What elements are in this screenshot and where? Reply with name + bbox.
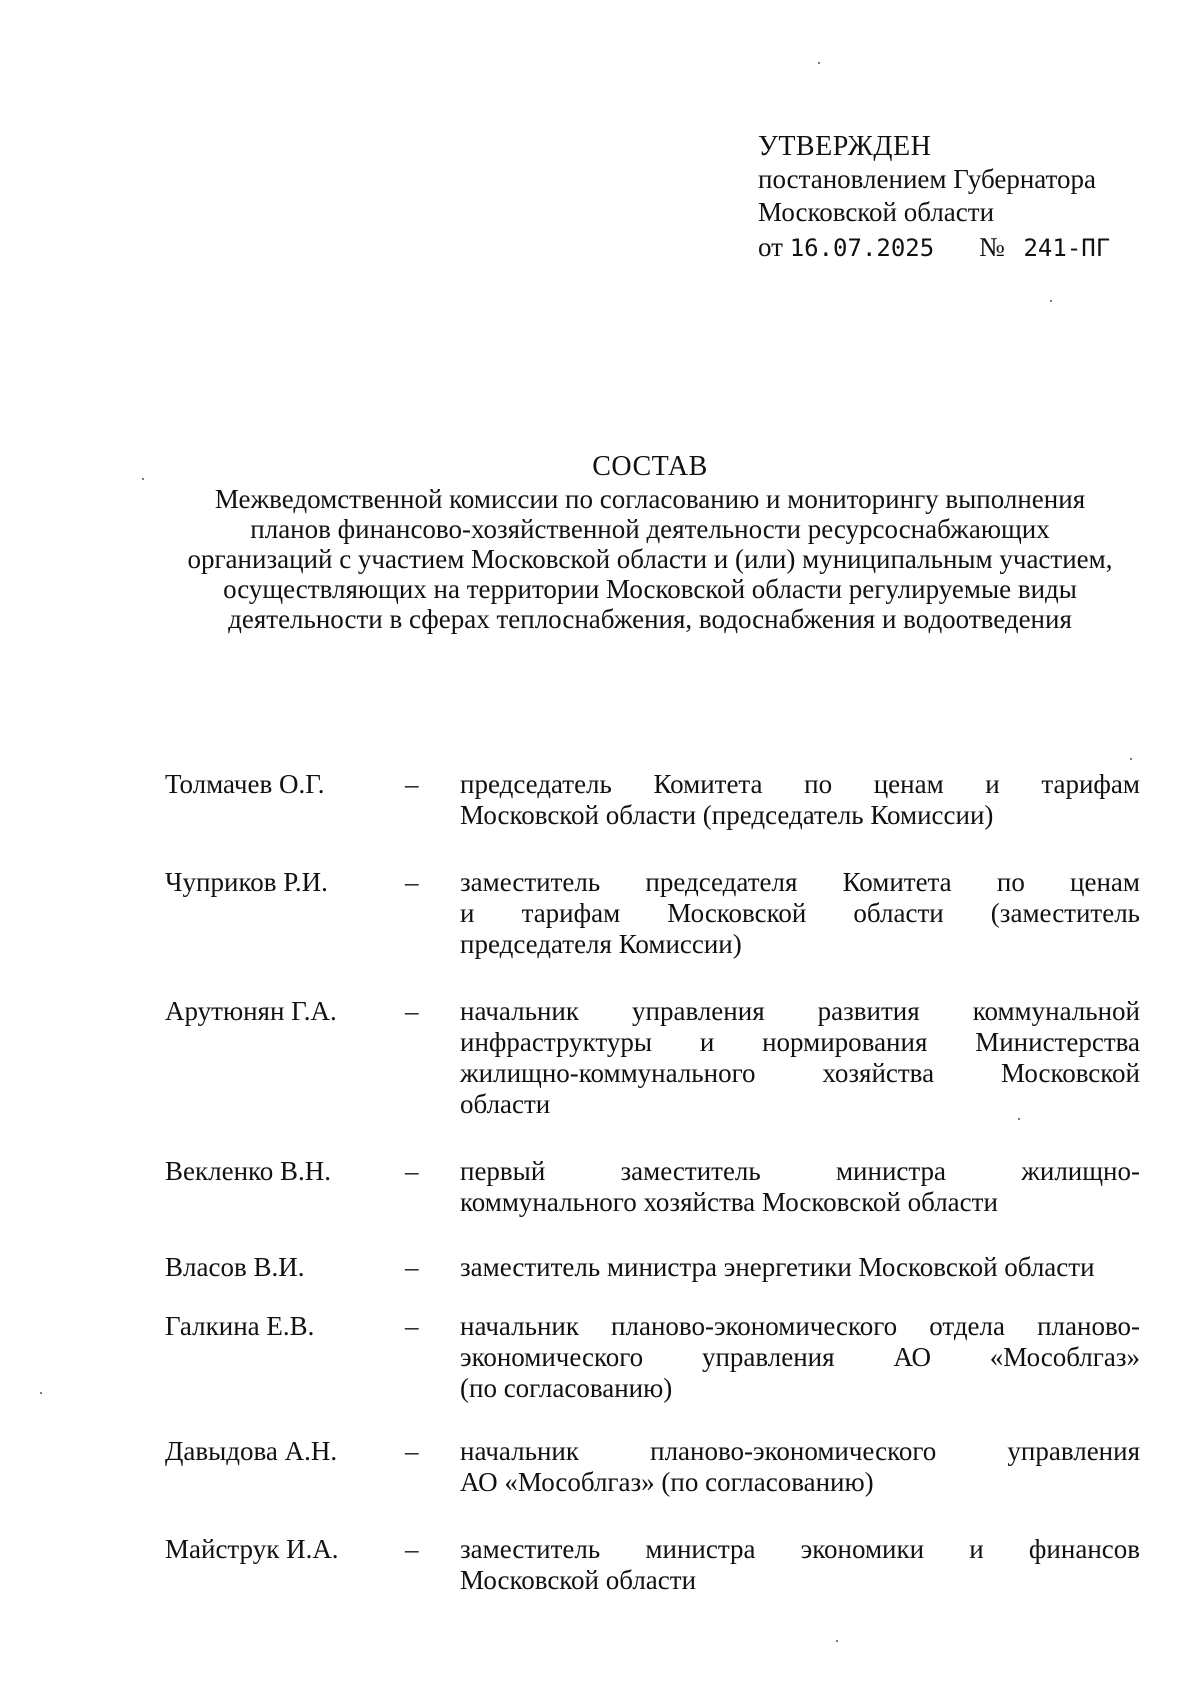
member-role-line: начальник планово-экономического управления <box>460 1436 1140 1466</box>
member-dash: – <box>405 867 419 897</box>
member-row <box>165 1436 1140 1498</box>
approval-line-1: постановлением Губернатора <box>758 164 1096 194</box>
member-name: Арутюнян Г.А. <box>165 996 337 1026</box>
member-role <box>460 1252 1140 1283</box>
approval-number: 241-ПГ <box>1023 234 1111 262</box>
member-role <box>460 996 1140 1120</box>
member-role <box>460 867 1140 960</box>
member-row <box>165 1534 1140 1596</box>
member-role <box>460 769 1140 831</box>
heading-line: планов финансово-хозяйственной деятельности ресурсоснабжающих <box>250 514 1050 544</box>
member-name: Давыдова А.Н. <box>165 1436 338 1466</box>
member-dash: – <box>405 1534 419 1564</box>
member-role <box>460 1436 1140 1498</box>
member-name: Чуприков Р.И. <box>165 867 328 897</box>
approval-line-2: Московской области <box>758 197 995 227</box>
member-name: Власов В.И. <box>165 1252 305 1282</box>
member-role-line: жилищно-коммунального хозяйства Московской <box>460 1058 1140 1088</box>
member-dash: – <box>405 996 419 1026</box>
member-role-line: инфраструктуры и нормирования Министерства <box>460 1027 1140 1057</box>
member-role <box>460 1156 1140 1218</box>
member-role-line: коммунального хозяйства Московской области <box>460 1187 998 1217</box>
member-name: Толмачев О.Г. <box>165 769 325 799</box>
member-name: Векленко В.Н. <box>165 1156 332 1186</box>
member-row <box>165 1156 1140 1218</box>
member-role-line: первый заместитель министра жилищно- <box>460 1156 1140 1186</box>
approval-number-sign: № <box>978 232 1005 262</box>
scan-speck <box>40 1392 42 1394</box>
member-role-line: области <box>460 1089 551 1119</box>
member-role-line: начальник планово-экономического отдела планово- <box>460 1311 1140 1341</box>
member-role-line: заместитель министра экономики и финансов <box>460 1534 1140 1564</box>
member-role-line: Московской области (председатель Комиссии) <box>460 800 994 830</box>
approval-date-line <box>758 231 1158 265</box>
approval-title: УТВЕРЖДЕН <box>758 131 932 162</box>
member-dash: – <box>405 1311 419 1341</box>
scan-speck <box>836 1640 838 1642</box>
member-role-line: экономического управления АО «Мособлгаз» <box>460 1342 1140 1372</box>
member-dash: – <box>405 1252 419 1282</box>
scan-speck <box>1130 758 1132 760</box>
member-role <box>460 1534 1140 1596</box>
member-dash: – <box>405 1436 419 1466</box>
member-dash: – <box>405 769 419 799</box>
approval-block <box>758 130 1158 265</box>
document-heading <box>170 452 1130 634</box>
member-role-line: председатель Комитета по ценам и тарифам <box>460 769 1140 799</box>
member-role <box>460 1311 1140 1404</box>
scan-speck <box>1050 300 1052 302</box>
member-row <box>165 1311 1140 1404</box>
member-role-line: председателя Комиссии) <box>460 929 742 959</box>
member-role-line: начальник управления развития коммунальной <box>460 996 1140 1026</box>
heading-line: организаций с участием Московской области и (или) муниципальным участием, <box>187 544 1113 574</box>
member-name: Галкина Е.В. <box>165 1311 315 1341</box>
heading-line: Межведомственной комиссии по согласованию и мониторингу выполнения <box>214 484 1086 514</box>
member-row <box>165 769 1140 831</box>
member-role-line: АО «Мособлгаз» (по согласованию) <box>460 1467 874 1497</box>
scan-speck <box>818 62 820 64</box>
member-row <box>165 867 1140 960</box>
heading-line: деятельности в сферах теплоснабжения, водоснабжения и водоотведения <box>228 604 1072 634</box>
approval-date-prefix: от <box>758 232 783 262</box>
member-name: Майструк И.А. <box>165 1534 339 1564</box>
heading-title: СОСТАВ <box>592 451 708 482</box>
member-role-line: (по согласованию) <box>460 1373 673 1403</box>
member-row <box>165 996 1140 1120</box>
heading-line: осуществляющих на территории Московской области регулируемые виды <box>223 574 1077 604</box>
scan-speck <box>1018 1118 1020 1120</box>
member-row <box>165 1252 1140 1283</box>
scan-speck <box>142 478 144 480</box>
approval-date: 16.07.2025 <box>789 234 935 262</box>
member-dash: – <box>405 1156 419 1186</box>
member-role-line: заместитель министра энергетики Московской области <box>460 1252 1095 1282</box>
member-role-line: заместитель председателя Комитета по ценам <box>460 867 1140 897</box>
member-role-line: и тарифам Московской области (заместитель <box>460 898 1140 928</box>
member-role-line: Московской области <box>460 1565 697 1595</box>
members-list <box>165 735 1140 1596</box>
